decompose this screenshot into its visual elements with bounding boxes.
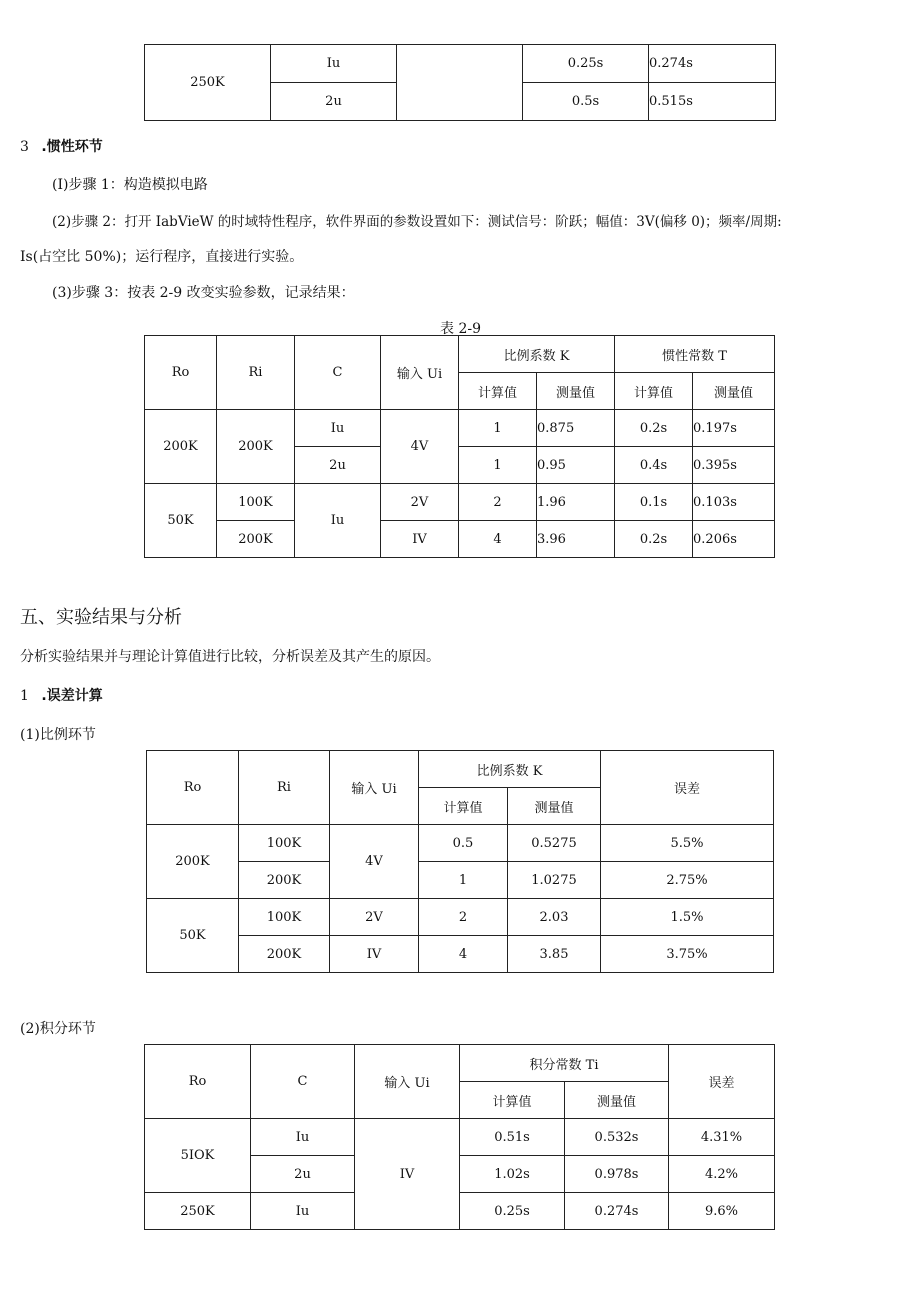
cell-meas: 0.274s — [649, 45, 776, 83]
cell-ri: 200K — [239, 862, 330, 899]
header-ri: Ri — [217, 336, 295, 410]
cell-ui: 2V — [330, 899, 419, 936]
cell-ui: 2V — [381, 484, 459, 521]
cell-ri: 100K — [239, 899, 330, 936]
subsection-heading — [20, 685, 103, 705]
cell-k-meas: 0.875 — [537, 410, 615, 447]
cell-error: 9.6% — [669, 1193, 775, 1230]
header-t: 惯性常数 T — [615, 336, 775, 373]
cell-ri: 200K — [217, 410, 295, 484]
header-ro: Ro — [147, 751, 239, 825]
top-table — [144, 44, 776, 121]
cell-ri: 100K — [217, 484, 295, 521]
cell-k-calc: 4 — [459, 521, 537, 558]
header-ui: 输入 Ui — [330, 751, 419, 825]
cell-k-calc: 2 — [419, 899, 508, 936]
header-meas: 测量值 — [565, 1082, 669, 1119]
header-c: C — [295, 336, 381, 410]
proportional-error-table — [146, 750, 774, 973]
cell-error: 3.75% — [601, 936, 774, 973]
cell-ro: 200K — [145, 410, 217, 484]
cell-k-calc: 2 — [459, 484, 537, 521]
header-calc: 计算值 — [459, 373, 537, 410]
header-meas: 测量值 — [693, 373, 775, 410]
cell-c: 2u — [271, 83, 397, 121]
cell-ro: 50K — [147, 899, 239, 973]
cell-t-calc: 0.2s — [615, 521, 693, 558]
cell-k-meas: 0.95 — [537, 447, 615, 484]
cell-ti-meas: 0.978s — [565, 1156, 669, 1193]
cell-ti-calc: 0.25s — [460, 1193, 565, 1230]
cell-k-calc: 1 — [419, 862, 508, 899]
cell-error: 4.31% — [669, 1119, 775, 1156]
cell-k-meas: 2.03 — [508, 899, 601, 936]
cell-error: 4.2% — [669, 1156, 775, 1193]
cell-k-calc: 4 — [419, 936, 508, 973]
cell-t-meas: 0.197s — [693, 410, 775, 447]
cell-ui: IV — [330, 936, 419, 973]
header-ro: Ro — [145, 336, 217, 410]
cell-c: 2u — [295, 447, 381, 484]
section-title: .惯性环节 — [41, 139, 103, 155]
cell-k-meas: 3.96 — [537, 521, 615, 558]
cell-t-meas: 0.103s — [693, 484, 775, 521]
header-k: 比例系数 K — [459, 336, 615, 373]
header-meas: 测量值 — [537, 373, 615, 410]
step-3: (3)步骤 3：按表 2-9 改变实验参数，记录结果： — [52, 285, 355, 301]
cell-k-calc: 1 — [459, 447, 537, 484]
header-error: 误差 — [601, 751, 774, 825]
header-c: C — [251, 1045, 355, 1119]
section-5-title: 五、实验结果与分析 — [20, 607, 182, 628]
cell-c: Iu — [251, 1193, 355, 1230]
cell-k-meas: 1.96 — [537, 484, 615, 521]
cell-ui: 4V — [381, 410, 459, 484]
cell-ri: 200K — [217, 521, 295, 558]
cell-c: Iu — [295, 410, 381, 447]
header-meas: 测量值 — [508, 788, 601, 825]
cell-k-calc: 1 — [459, 410, 537, 447]
header-ti: 积分常数 Ti — [460, 1045, 669, 1082]
cell-ui: 4V — [330, 825, 419, 899]
cell-ro: 250K — [145, 1193, 251, 1230]
cell-ti-calc: 1.02s — [460, 1156, 565, 1193]
section-number: 3 — [20, 139, 29, 155]
header-calc: 计算值 — [615, 373, 693, 410]
cell-ro: 250K — [145, 45, 271, 121]
cell-error: 2.75% — [601, 862, 774, 899]
header-k: 比例系数 K — [419, 751, 601, 788]
cell-t-meas: 0.395s — [693, 447, 775, 484]
cell-meas: 0.515s — [649, 83, 776, 121]
cell-c: Iu — [251, 1119, 355, 1156]
cell-ti-meas: 0.274s — [565, 1193, 669, 1230]
cell-ro: 200K — [147, 825, 239, 899]
step-2-cont: Is(占空比 50%)；运行程序，直接进行实验。 — [20, 249, 304, 265]
subsection-number: 1 — [20, 688, 29, 704]
header-calc: 计算值 — [460, 1082, 565, 1119]
header-ro: Ro — [145, 1045, 251, 1119]
header-calc: 计算值 — [419, 788, 508, 825]
cell-ui: IV — [355, 1119, 460, 1230]
cell-error: 1.5% — [601, 899, 774, 936]
table-caption: 表 2-9 — [440, 321, 481, 337]
cell-t-calc: 0.2s — [615, 410, 693, 447]
proportional-label: (1)比例环节 — [20, 727, 96, 743]
cell-ti-meas: 0.532s — [565, 1119, 669, 1156]
cell-empty — [397, 45, 523, 121]
cell-k-calc: 0.5 — [419, 825, 508, 862]
cell-calc: 0.25s — [523, 45, 649, 83]
cell-c: Iu — [295, 484, 381, 558]
header-ui: 输入 Ui — [355, 1045, 460, 1119]
cell-t-meas: 0.206s — [693, 521, 775, 558]
cell-calc: 0.5s — [523, 83, 649, 121]
cell-c: Iu — [271, 45, 397, 83]
cell-ro: 5IOK — [145, 1119, 251, 1193]
subsection-title: .误差计算 — [41, 688, 103, 704]
integral-label: (2)积分环节 — [20, 1021, 96, 1037]
cell-t-calc: 0.4s — [615, 447, 693, 484]
section-3-heading — [20, 136, 103, 156]
header-error: 误差 — [669, 1045, 775, 1119]
step-1: (I)步骤 1：构造模拟电路 — [52, 177, 208, 193]
cell-ri: 200K — [239, 936, 330, 973]
header-ui: 输入 Ui — [381, 336, 459, 410]
cell-ro: 50K — [145, 484, 217, 558]
table-2-9 — [144, 335, 775, 558]
cell-ui: IV — [381, 521, 459, 558]
cell-ri: 100K — [239, 825, 330, 862]
cell-k-meas: 0.5275 — [508, 825, 601, 862]
integral-error-table — [144, 1044, 775, 1230]
cell-ti-calc: 0.51s — [460, 1119, 565, 1156]
header-ri: Ri — [239, 751, 330, 825]
cell-t-calc: 0.1s — [615, 484, 693, 521]
cell-k-meas: 1.0275 — [508, 862, 601, 899]
section-5-intro: 分析实验结果并与理论计算值进行比较，分析误差及其产生的原因。 — [20, 649, 440, 665]
cell-k-meas: 3.85 — [508, 936, 601, 973]
step-2: (2)步骤 2：打开 IabVieW 的时域特性程序，软件界面的参数设置如下：测试信号：阶跃；幅值：3V(偏移 0)；频率/周期: — [52, 214, 782, 230]
cell-c: 2u — [251, 1156, 355, 1193]
cell-error: 5.5% — [601, 825, 774, 862]
